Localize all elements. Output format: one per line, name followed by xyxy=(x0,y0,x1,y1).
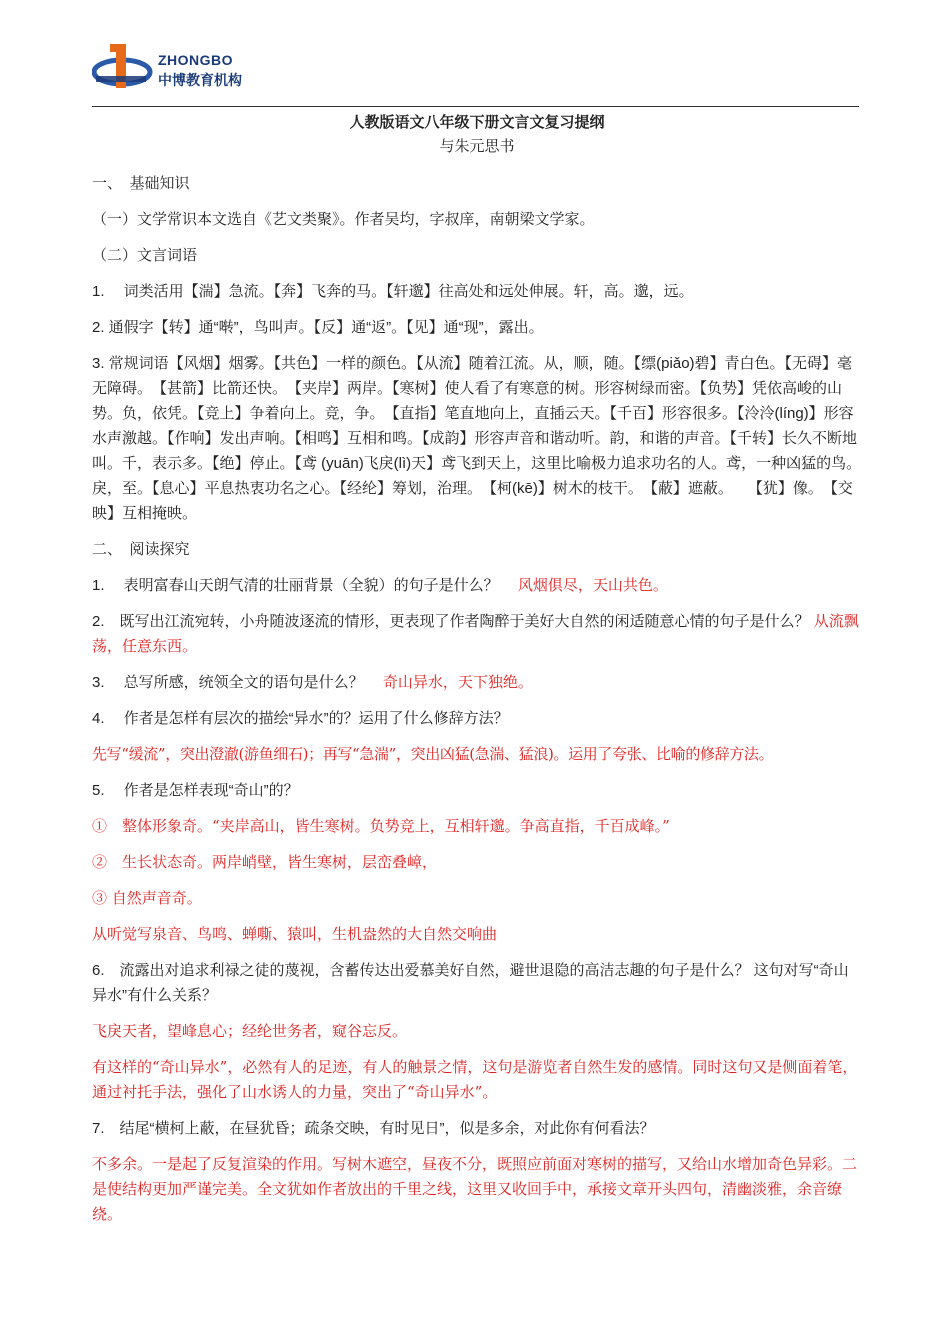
question-2-text: 2. 既写出江流宛转，小舟随波逐流的情形，更表现了作者陶醉于美好大自然的闲适随意心情的句子是什么？ xyxy=(92,613,810,630)
question-3-text: 3. 总写所感，统领全文的语句是什么？ xyxy=(92,674,364,691)
vocab-item-1: 1. 词类活用【湍】急流。【奔】飞奔的马。【轩邈】往高处和远处伸展。轩，高。邈，远。 xyxy=(92,283,694,300)
question-4: 4. 作者是怎样有层次的描绘“异水”的？运用了什么修辞方法？ xyxy=(92,710,509,727)
zhongbo-logo xyxy=(92,38,272,98)
header-divider xyxy=(92,106,859,107)
vocab-item-3: 3. 常规词语【风烟】烟雾。【共色】一样的颜色。【从流】随着江流。从，顺，随。【缥(piǎo)碧】青白色。【无碍】毫无障碍。 【甚箭】比箭还快。 【夹岸】两岸。【寒树】使人看了有寒意的树。形容树绿而密。【负势】凭依高峻的山势。负，依凭。【竞上】争着向上。竞，争。 【直指】笔直地向上，直插云天。【千百】形容很多。【泠泠(líng)】形容水声激越。【作响】发出声响。【相鸣】互相和鸣。【成韵】形容声音和谐动听。韵，和谐的声音。【千转】长久不断地叫。千，表示多。【绝】停止。【鸢 (yuān)飞戾(lì)天】鸢飞到天上，这里比喻极力追求功名的人。鸢，一种凶猛的鸟。戾，至。【息心】平息热衷功名之心。【经纶】筹划，治理。 【柯(kē)】树木的枝干。 【蔽】遮蔽。 【犹】像。 【交映】互相掩映。 xyxy=(92,355,862,522)
question-1-text: 1. 表明富春山天朗气清的壮丽背景（全貌）的句子是什么？ xyxy=(92,577,499,594)
document-subtitle: 与朱元思书 xyxy=(439,137,515,155)
literary-knowledge: （一）文学常识本文选自《艺文类聚》。作者吴均，字叔庠，南朝梁文学家。 xyxy=(92,210,595,228)
document-body xyxy=(92,110,862,1227)
question-6: 6. 流露出对追求利禄之徒的蔑视，含蓄传达出爱慕美好自然，避世退隐的高洁志趣的句子是什么？ 这句对写“奇山异水”有什么关系？ xyxy=(92,962,849,1004)
section-heading-basics: 一、 基础知识 xyxy=(92,174,190,192)
logo-mark-icon xyxy=(92,38,158,98)
answer-6-2: 有这样的“奇山异水”，必然有人的足迹，有人的触景之情，这句是游览者自然生发的感情。同时这句又是侧面着笔，通过衬托手法，强化了山水诱人的力量，突出了“奇山异水”。 xyxy=(92,1058,858,1101)
section-heading-reading: 二、 阅读探究 xyxy=(92,540,190,558)
answer-7: 不多余。一是起了反复渲染的作用。写树木遮空，昼夜不分，既照应前面对寒树的描写，又给山水增加奇色异彩。二是使结构更加严谨完美。全文犹如作者放出的千里之线，这里又收回手中，承接文章开头四句，清幽淡雅，余音缭绕。 xyxy=(92,1155,858,1223)
document-title: 人教版语文八年级下册文言文复习提纲 xyxy=(349,113,605,131)
question-1 xyxy=(92,573,862,598)
answer-6-1: 飞戾天者，望峰息心；经纶世务者，窥谷忘反。 xyxy=(92,1022,408,1040)
answer-3: 奇山异水，天下独绝。 xyxy=(382,674,533,691)
classical-vocab-heading: （二）文言词语 xyxy=(92,246,198,264)
question-3 xyxy=(92,670,862,695)
answer-4: 先写“缓流”，突出澄澈(游鱼细石)；再写“急湍”，突出凶猛(急湍、猛浪)。运用了夸张、比喻的修辞方法。 xyxy=(92,745,774,763)
question-2 xyxy=(92,609,862,659)
answer-5-3: ③ 自然声音奇。 xyxy=(92,889,202,907)
answer-5-4: 从听觉写泉音、鸟鸣、蝉嘶、猿叫，生机盎然的大自然交响曲 xyxy=(92,925,498,943)
answer-5-2: ② 生长状态奇。两岸峭壁，皆生寒树，层峦叠嶂， xyxy=(92,853,438,871)
question-5: 5. 作者是怎样表现“奇山”的？ xyxy=(92,782,299,799)
answer-5-1: ① 整体形象奇。“夹岸高山，皆生寒树。负势竞上，互相轩邈。争高直指，千百成峰。” xyxy=(92,817,670,835)
answer-2: 从流飘荡，任意东西。 xyxy=(92,613,859,655)
vocab-item-2: 2. 通假字【转】通“啭”，鸟叫声。【反】通“返”。【见】通“现”，露出。 xyxy=(92,319,544,336)
question-7: 7. 结尾“横柯上蔽，在昼犹昏；疏条交映，有时见日”，似是多余，对此你有何看法？ xyxy=(92,1120,655,1137)
answer-1: 风烟俱尽，天山共色。 xyxy=(517,577,668,594)
logo-text-en: ZHONGBO xyxy=(158,52,234,68)
logo-text-cn: 中博教育机构 xyxy=(158,73,242,89)
